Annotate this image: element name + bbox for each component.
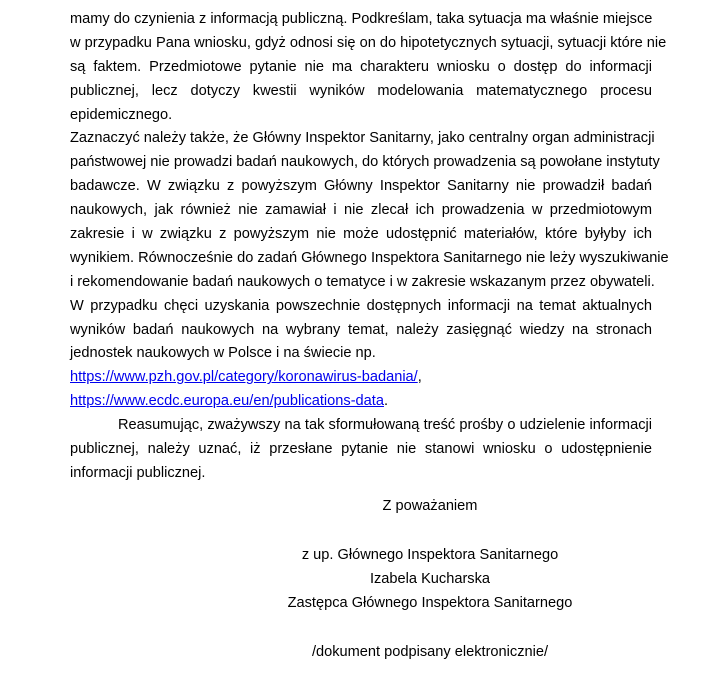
paragraph-1-line: mamy do czynienia z informacją publiczną. Podkreślam, taka sytuacja ma właśnie miejsce: [70, 11, 653, 27]
paragraph-3-line: Reasumując, zważywszy na tak sformułowaną treść prośby o udzielenie informacji: [118, 417, 652, 434]
paragraph-1-line: epidemicznego.: [70, 106, 173, 123]
signature-authority: z up. Głównego Inspektora Sanitarnego: [301, 547, 559, 563]
pzh-link[interactable]: https://www.pzh.gov.pl/category/koronawirus-badania/: [70, 369, 418, 386]
paragraph-2-line: badawcze. W związku z powyższym Główny Inspektor Sanitarny nie prowadził badań: [70, 178, 652, 195]
paragraph-2-line: państwowej nie prowadzi badań naukowych, do których prowadzenia są powołane instytuty: [70, 154, 660, 171]
electronic-signature-note: /dokument podpisany elektronicznie/: [311, 644, 549, 660]
paragraph-2-line: i rekomendowanie badań naukowych o tematyce i w zakresie wskazanym przez obywateli.: [70, 273, 655, 290]
link-punctuation: ,: [417, 369, 422, 386]
paragraph-2-line: wyników badań naukowych na wybrany temat, należy zasięgnąć wiedzy na stronach: [70, 321, 652, 338]
paragraph-2-line: W przypadku chęci uzyskania powszechnie dostępnych informacji na temat aktualnych: [70, 297, 652, 314]
paragraph-1-line: publicznej, lecz dotyczy kwestii wyników modelowania matematycznego procesu: [70, 82, 652, 99]
paragraph-2-line: Zaznaczyć należy także, że Główny Inspektor Sanitarny, jako centralny organ administracji: [70, 130, 655, 147]
link-line-pzh: [70, 366, 652, 390]
paragraph-2-line: jednostek naukowych w Polsce i na świecie np.: [70, 345, 376, 362]
letter-body: [70, 8, 669, 486]
signatory-title: Zastępca Głównego Inspektora Sanitarnego: [287, 595, 573, 611]
paragraph-1-line: w przypadku Pana wniosku, gdyż odnosi się on do hipotetycznych sytuacji, sytuacji które nie: [70, 34, 667, 51]
paragraph-2-line: zakresie i w związku z powyższym nie może udostępnić materiałów, które byłyby ich: [70, 226, 652, 243]
paragraph-2-line: wynikiem. Równocześnie do zadań Głównego Inspektora Sanitarnego nie leży wyszukiwanie: [70, 249, 669, 266]
paragraph-3-line: publicznej, należy uznać, iż przesłane pytanie nie stanowi wniosku o udostępnienie: [70, 441, 652, 458]
link-line-ecdc: [70, 390, 652, 414]
signatory-name: Izabela Kucharska: [369, 571, 491, 587]
ecdc-link[interactable]: https://www.ecdc.europa.eu/en/publications-data: [70, 393, 384, 410]
closing-salutation: Z poważaniem: [382, 498, 478, 514]
link-punctuation: .: [383, 393, 389, 410]
paragraph-3-line: informacji publicznej.: [70, 464, 206, 481]
paragraph-2-line: naukowych, jak również nie zamawiał i nie zlecał ich prowadzenia w przedmiotowym: [70, 202, 652, 219]
paragraph-1-line: są faktem. Przedmiotowe pytanie nie ma charakteru wniosku o dostęp do informacji: [70, 58, 652, 75]
